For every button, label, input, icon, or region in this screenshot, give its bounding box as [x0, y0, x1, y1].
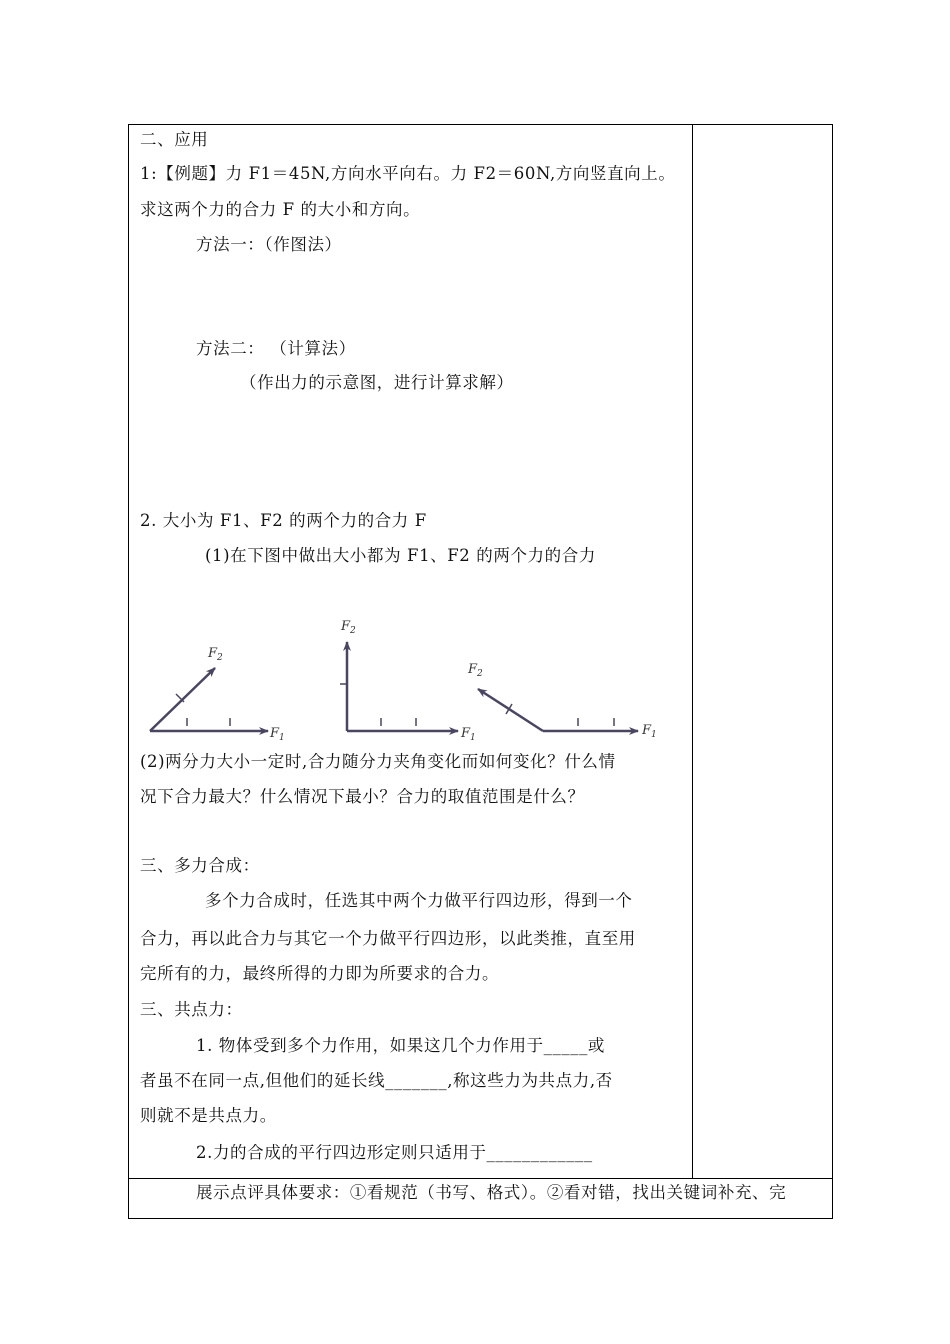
- section-3-concurrent-title: 三、共点力：: [140, 1000, 243, 1019]
- concurrent-item-1-line-3: 则就不是共点力。: [140, 1106, 277, 1125]
- f1-label: $F_1$: [642, 723, 657, 740]
- f1-label: $F_1$: [270, 726, 285, 743]
- diagram-obtuse-angle: [467, 662, 657, 740]
- diagram-right-angle: [340, 619, 476, 743]
- concurrent-item-1-line-1: 1. 物体受到多个力作用，如果这几个力作用于_____或: [196, 1036, 606, 1055]
- footer-review-requirements: 展示点评具体要求：①看规范（书写、格式）。②看对错，找出关键词补充、完: [196, 1183, 787, 1202]
- question-2-part-1: (1)在下图中做出大小都为 F1、F2 的两个力的合力: [205, 546, 596, 565]
- f2-label: $F_2$: [341, 619, 356, 636]
- question-2-part-2-line-1: (2)两分力大小一定时,合力随分力夹角变化而如何变化？什么情: [140, 752, 616, 771]
- f2-label: $F_2$: [468, 662, 483, 679]
- diagram-acute-angle: [150, 646, 285, 743]
- question-2-part-2-line-2: 况下合力最大？什么情况下最小？合力的取值范围是什么？: [140, 787, 585, 806]
- f2-label: $F_2$: [208, 646, 223, 663]
- f2-arrow: [478, 689, 543, 731]
- question-2-title: 2. 大小为 F1、F2 的两个力的合力 F: [140, 511, 427, 530]
- section-2-title: 二、应用: [140, 130, 209, 149]
- example-1-line-1: 1:【例题】力 F1＝45N,方向水平向右。力 F2＝60N,方向竖直向上。: [140, 164, 676, 183]
- example-1-line-2: 求这两个力的合力 F 的大小和方向。: [140, 200, 421, 219]
- force-diagrams: [128, 600, 693, 750]
- concurrent-item-2: 2.力的合成的平行四边形定则只适用于____________: [196, 1143, 593, 1162]
- method-2-label: 方法二： （计算法）: [196, 339, 356, 358]
- f1-label: $F_1$: [461, 726, 476, 743]
- multi-force-para-line-2: 合力，再以此合力与其它一个力做平行四边形，以此类推，直至用: [140, 929, 636, 948]
- multi-force-para-line-1: 多个力合成时，任选其中两个力做平行四边形，得到一个: [205, 891, 633, 910]
- concurrent-item-1-line-2: 者虽不在同一点,但他们的延长线_______,称这些力为共点力,否: [140, 1071, 613, 1090]
- multi-force-para-line-3: 完所有的力，最终所得的力即为所要求的合力。: [140, 964, 500, 983]
- method-2-hint: （作出力的示意图，进行计算求解）: [240, 373, 514, 392]
- footer-divider: [128, 1178, 833, 1179]
- method-1-label: 方法一：（作图法）: [196, 235, 342, 254]
- section-3-multi-force-title: 三、多力合成：: [140, 856, 260, 875]
